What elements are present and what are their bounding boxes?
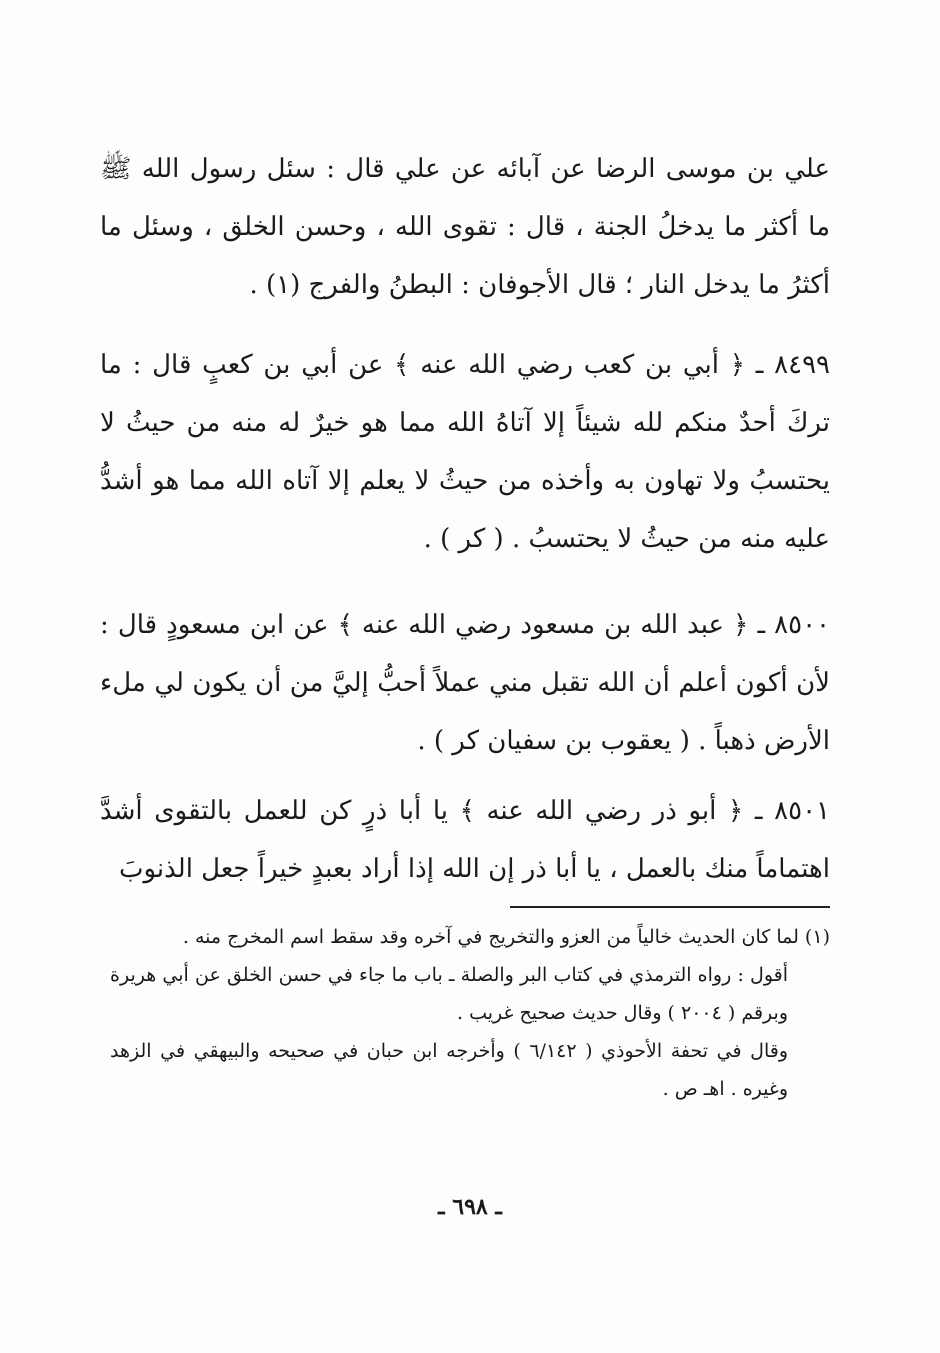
paragraph-hadith-8501: ٨٥٠١ ـ ﴿ أبو ذر رضي الله عنه ﴾ يا أبا ذرٍ كن للعمل بالتقوى أشدَّ اهتماماً منك بالعمل ، يا أبا ذر إن الله إذا أراد بعبدٍ خيراً جعل الذنوبَ bbox=[100, 796, 830, 884]
footnotes-block bbox=[110, 918, 830, 1108]
page-number: ـ ٦٩٨ ـ bbox=[438, 1194, 502, 1220]
footnote-1-reference: وقال في تحفة الأحوذي ( ٦/١٤٢ ) وأخرجه ابن حبان في صحيحه والبيهقي في الزهد وغيره . اهـ ص . bbox=[110, 1040, 788, 1100]
paragraph-intro: علي بن موسى الرضا عن آبائه عن علي قال : سئل رسول الله ﷺ ما أكثر ما يدخلُ الجنة ، قال : تقوى الله ، وحسن الخلق ، وسئل ما أكثرُ ما يدخل النار ؛ قال الأجوفان : البطنُ والفرج (١) . bbox=[100, 154, 830, 300]
footnote-divider bbox=[510, 906, 830, 908]
paragraph-hadith-8499: ٨٤٩٩ ـ ﴿ أبي بن كعب رضي الله عنه ﴾ عن أبي بن كعبٍ قال : ما تركَ أحدٌ منكم لله شيئاً إلا آتاهُ الله مما هو خيرٌ له منه من حيثُ لا يحتسبُ ولا تهاون به وأخذه من حيثُ لا يعلم إلا آتاه الله مما هو أشدُّ عليه منه من حيثُ لا يحتسبُ . ( كر ) . bbox=[100, 350, 830, 554]
footnote-1-comment: أقول : رواه الترمذي في كتاب البر والصلة ـ باب ما جاء في حسن الخلق عن أبي هريرة وبرقم ( ٢٠٠٤ ) وقال حديث صحيح غريب . bbox=[110, 964, 788, 1024]
main-text-block bbox=[100, 596, 830, 770]
main-text-block bbox=[100, 782, 830, 898]
footnote-1: (١) لما كان الحديث خالياً من العزو والتخريج في آخره وقد سقط اسم المخرج منه . bbox=[182, 926, 830, 948]
paragraph-hadith-8500: ٨٥٠٠ ـ ﴿ عبد الله بن مسعود رضي الله عنه ﴾ عن ابن مسعودٍ قال : لأن أكون أعلم أن الله تقبل مني عملاً أحبُّ إليَّ من أن يكون لي ملء الأرض ذهباً . ( يعقوب بن سفيان كر ) . bbox=[100, 610, 831, 756]
main-text-block bbox=[100, 140, 830, 314]
main-text-block bbox=[100, 336, 830, 568]
